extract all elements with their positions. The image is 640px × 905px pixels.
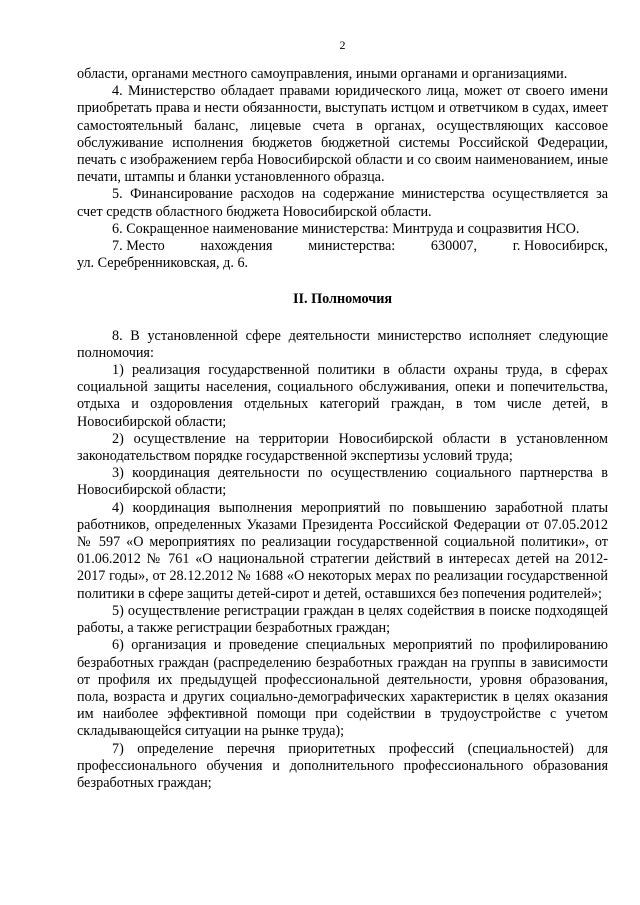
address-word: г. Новосибирск,	[512, 238, 608, 255]
address-line-2: ул. Серебренниковская, д. 6.	[77, 255, 249, 272]
paragraph-continuation: области, органами местного самоуправления, иными органами и организациями.	[77, 66, 568, 82]
section-heading: II. Полномочия	[292, 291, 393, 308]
list-item-2: 2) осуществление на территории Новосибирской области в установленном законодательством порядке государственной экспертизы условий труда;	[77, 430, 608, 465]
list-item-6: 6) организация и проведение специальных мероприятий по профилированию безработных граждан (распределению безработных граждан на группы в зависимости от профиля их предыдущей профессиональной деятельности, уровня образования, пола, возраста и других социально-демографических характеристик в целях оказания им наиболее эффективной помощи при содействии в трудоустройстве с учетом складывающейся ситуации на рынке труда);	[77, 637, 608, 740]
list-item-4: 4) координация выполнения мероприятий по повышению заработной платы работников, определенных Указами Президента Российской Федерации от 07.05.2012 № 597 «О мероприятиях по реализации государственной социальной политики», от 01.06.2012 № 761 «О национальной стратегии действий в интересах детей на 2012-2017 годы», от 28.12.2012 № 1688 «О некоторых мерах по реализации государственной политики в сфере защиты детей-сирот и детей, оставшихся без попечения родителей»;	[77, 499, 608, 602]
address-word: 630007,	[430, 238, 478, 255]
paragraph-6: 6. Сокращенное наименование министерства: Минтруда и соцразвития НСО.	[112, 220, 580, 237]
address-word: нахождения	[200, 238, 273, 255]
paragraph-4: 4. Министерство обладает правами юридического лица, может от своего имени приобретать права и нести обязанности, выступать истцом и ответчиком в судах, имеет самостоятельный баланс, лицевые счета в органах, осуществляющих кассовое обслуживание исполнения бюджетов бюджетной системы Российской Федерации, печать с изображением герба Новосибирской области и со своим наименованием, иные печати, штампы и бланки установленного образца.	[77, 83, 608, 186]
paragraph-8: 8. В установленной сфере деятельности министерство исполняет следующие полномочия:	[77, 327, 608, 361]
document-body	[77, 66, 608, 792]
list-item-1: 1) реализация государственной политики в области охраны труда, в сферах социальной защиты населения, социального обслуживания, опеки и попечительства, отдыха и оздоровления отдельных категорий граждан, в том числе детей, в Новосибирской области;	[77, 362, 608, 430]
address-word: министерства:	[308, 238, 396, 255]
paragraph-7-address	[77, 238, 608, 272]
list-item-5: 5) осуществление регистрации граждан в целях содействия в поиске подходящей работы, а также регистрации безработных граждан;	[77, 602, 608, 637]
document-page	[77, 0, 608, 905]
address-line-1	[77, 238, 608, 255]
page-number: 2	[339, 38, 346, 52]
list-item-3: 3) координация деятельности по осуществлению социального партнерства в Новосибирской области;	[77, 465, 608, 499]
paragraph-5: 5. Финансирование расходов на содержание министерства осуществляется за счет средств областного бюджета Новосибирской области.	[77, 186, 608, 220]
address-word: 7. Место	[112, 238, 165, 255]
list-item-7: 7) определение перечня приоритетных профессий (специальностей) для профессионального обучения и дополнительного профессионального образования безработных граждан;	[77, 740, 608, 791]
